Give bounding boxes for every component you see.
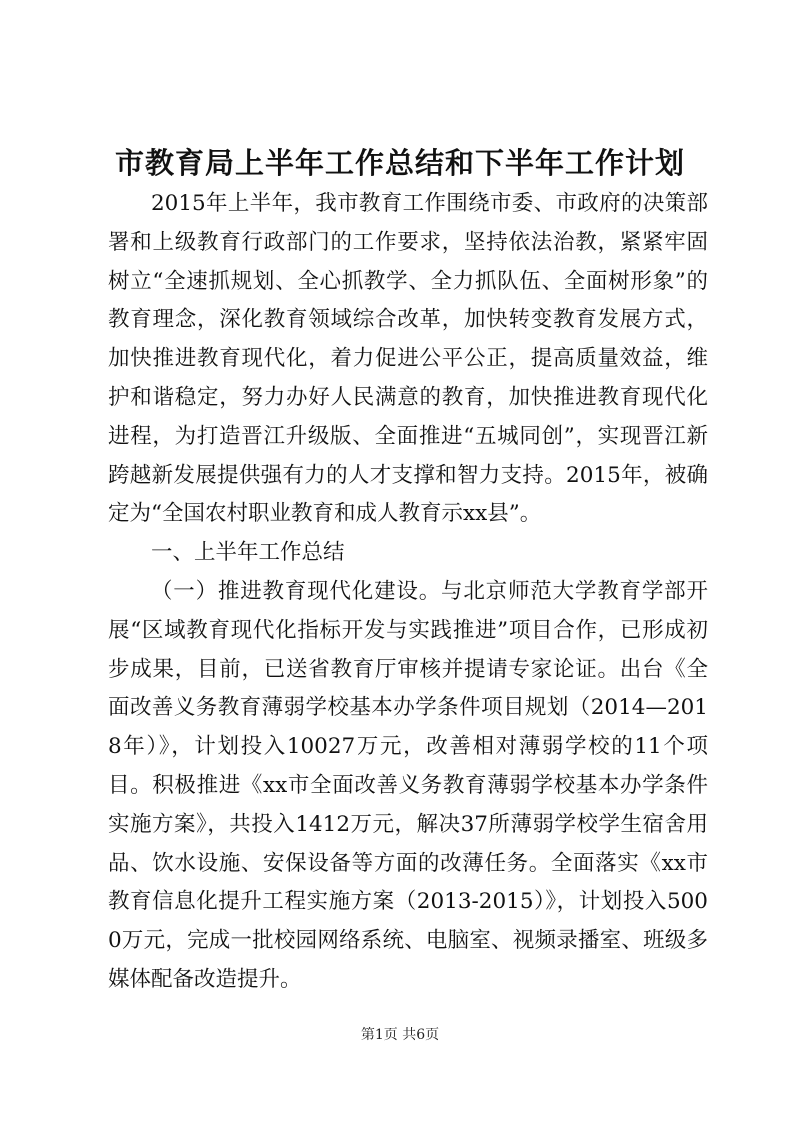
- document-body: [108, 185, 708, 1000]
- subsection-paragraph: （一）推进教育现代化建设。与北京师范大学教育学部开展“区域教育现代化指标开发与实践推进”项目合作，已形成初步成果，目前，已送省教育厅审核并提请专家论证。出台《全面改善义务教育薄弱学校基本办学条件项目规划（2014—2018年）》，计划投入10027万元，改善相对薄弱学校的11个项目。积极推进《xx市全面改善义务教育薄弱学校基本办学条件实施方案》，共投入1412万元，解决37所薄弱学校学生宿舍用品、饮水设施、安保设备等方面的改薄任务。全面落实《xx市教育信息化提升工程实施方案（2013-2015）》，计划投入5000万元，完成一批校园网络系统、电脑室、视频录播室、班级多媒体配备改造提升。: [108, 578, 708, 992]
- section-heading: 一、上半年工作总结: [151, 540, 345, 566]
- document-title: 市教育局上半年工作总结和下半年工作计划: [114, 146, 685, 180]
- page-footer: 第1页 共6页: [360, 1027, 440, 1043]
- intro-paragraph: 2015年上半年，我市教育工作围绕市委、市政府的决策部署和上级教育行政部门的工作要求，坚持依法治教，紧紧牢固树立“全速抓规划、全心抓教学、全力抓队伍、全面树形象”的教育理念，深化教育领域综合改革，加快转变教育发展方式，加快推进教育现代化，着力促进公平公正，提高质量效益，维护和谐稳定，努力办好人民满意的教育，加快推进教育现代化进程，为打造晋江升级版、全面推进“五城同创”，实现晋江新跨越新发展提供强有力的人才支撑和智力支持。2015年，被确定为“全国农村职业教育和成人教育示xx县”。: [108, 191, 708, 527]
